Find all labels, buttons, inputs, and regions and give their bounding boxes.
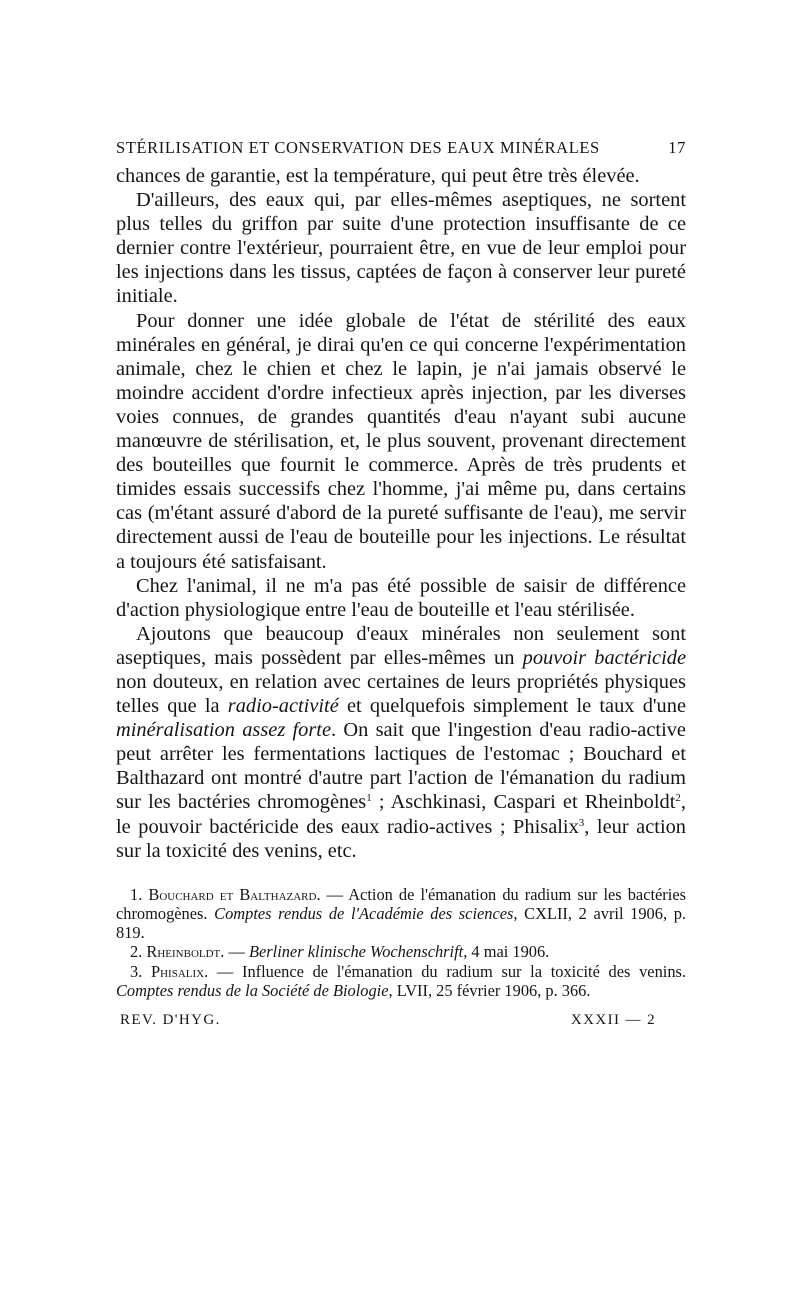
paragraph-sterility-overview: Pour donner une idée globale de l'état de stérilité des eaux minérales en général, je dirai qu'en ce qui concerne l'expérimentation animale, chez le chien et chez le lapin, je n'ai jamais observé le moindre accident d'ordre infectieux après injection, par les diverses voies connues, de grandes quantités d'eau n'ayant subi aucune manœuvre de stérilisation, et, le plus souvent, provenant directement des bouteilles que fournit le commerce. Après de très prudents et timides essais successifs chez l'homme, j'ai même pu, dans certains cas (m'étant assuré d'abord de la pureté suffisante de l'eau), me servir directement aussi de l'eau de bouteille pour les injections. Le résultat a toujours été satisfaisant. (116, 309, 686, 573)
paragraph-continued: chances de garantie, est la température, qui peut être très élevée. (116, 165, 640, 187)
footnote-ref-2: 2 (675, 792, 681, 805)
footnote-3 (116, 962, 686, 1000)
footnote-journal: Berliner klinische Wochenschrift (248, 942, 464, 962)
footnotes (116, 885, 686, 1000)
signature-line (116, 1012, 686, 1029)
body-text (116, 164, 686, 863)
footnote-1 (116, 885, 686, 943)
footnote-2 (116, 942, 686, 961)
text-run: non douteux, en relation avec certaines de leurs propriétés physiques telles que la (116, 670, 686, 718)
footnote-ref-3: 3 (578, 816, 585, 829)
running-head-title: STÉRILISATION ET CONSERVATION DES EAUX MINÉRALES (116, 138, 600, 157)
footnote-journal: Comptes rendus de la Société de Biologie (116, 980, 389, 1000)
text-run: ; Aschkinasi, Caspari et Rheinboldt (371, 791, 676, 814)
italic-term-radio-activite: radio-activité (227, 695, 339, 718)
footnote-authors: Bouchard et Balthazard. (148, 884, 321, 904)
footnote-reference: , 4 mai 1906. (463, 942, 550, 962)
footnote-number: 2. (130, 942, 143, 962)
paragraph-bactericidal-power (116, 622, 686, 863)
footnote-number: 1. (130, 884, 143, 904)
footnote-authors: Phisalix. (151, 961, 209, 981)
footnote-number: 3. (130, 961, 143, 981)
page-number: 17 (668, 138, 686, 157)
text-run: Ajoutons que beaucoup d'eaux minérales non seulement sont aseptiques, mais possèdent par elles-mêmes un (116, 622, 686, 669)
footnote-reference: , CXLII, 2 avril 1906, p. 819. (116, 903, 686, 943)
footnote-authors: Rheinboldt. (146, 942, 225, 962)
italic-term-pouvoir-bactericide: pouvoir bactéricide (522, 646, 687, 669)
italic-term-mineralisation: minéralisation assez forte (116, 719, 332, 742)
running-head (116, 138, 686, 158)
signature-volume: XXXII — 2 (570, 1011, 656, 1028)
footnote-ref-1: 1 (366, 792, 372, 805)
paragraph-aseptic-waters: D'ailleurs, des eaux qui, par elles-mêmes aseptiques, ne sortent plus telles du griffon par suite d'une protection insuffisante de ce dernier contre l'extérieur, pourraient être, en vue de leur emploi pour les injections dans les tissus, captées de façon à conserver leur pureté initiale. (116, 189, 686, 308)
paragraph-animal-action: Chez l'animal, il ne m'a pas été possible de saisir de différence d'action physiologique entre l'eau de bouteille et l'eau stérilisée. (116, 574, 686, 621)
footnote-text: — (224, 942, 249, 962)
text-run: . On sait que l'ingestion d'eau radio-active peut arrêter les fermentations lactiques de l'estomac ; Bouchard et Balthazard ont montré d'autre part l'action de l'émanation du radium sur les bactéries chromogènes (116, 719, 686, 814)
footnote-journal: Comptes rendus de l'Académie des sciences (214, 903, 514, 923)
document-page (116, 138, 686, 1029)
signature-journal: REV. D'HYG. (120, 1011, 221, 1028)
text-run: , le pouvoir bactéricide des eaux radio-actives ; Phisalix (116, 791, 686, 838)
footnote-reference: , LVII, 25 février 1906, p. 366. (388, 980, 591, 1000)
text-run: , leur action sur la toxicité des venins, etc. (116, 815, 686, 862)
footnote-text: — Influence de l'émanation du radium sur la toxicité des venins. (208, 961, 686, 981)
footnote-text: — Action de l'émanation du radium sur les bactéries chromogènes. (116, 884, 686, 923)
text-run: et quelquefois simplement le taux d'une (338, 695, 687, 718)
